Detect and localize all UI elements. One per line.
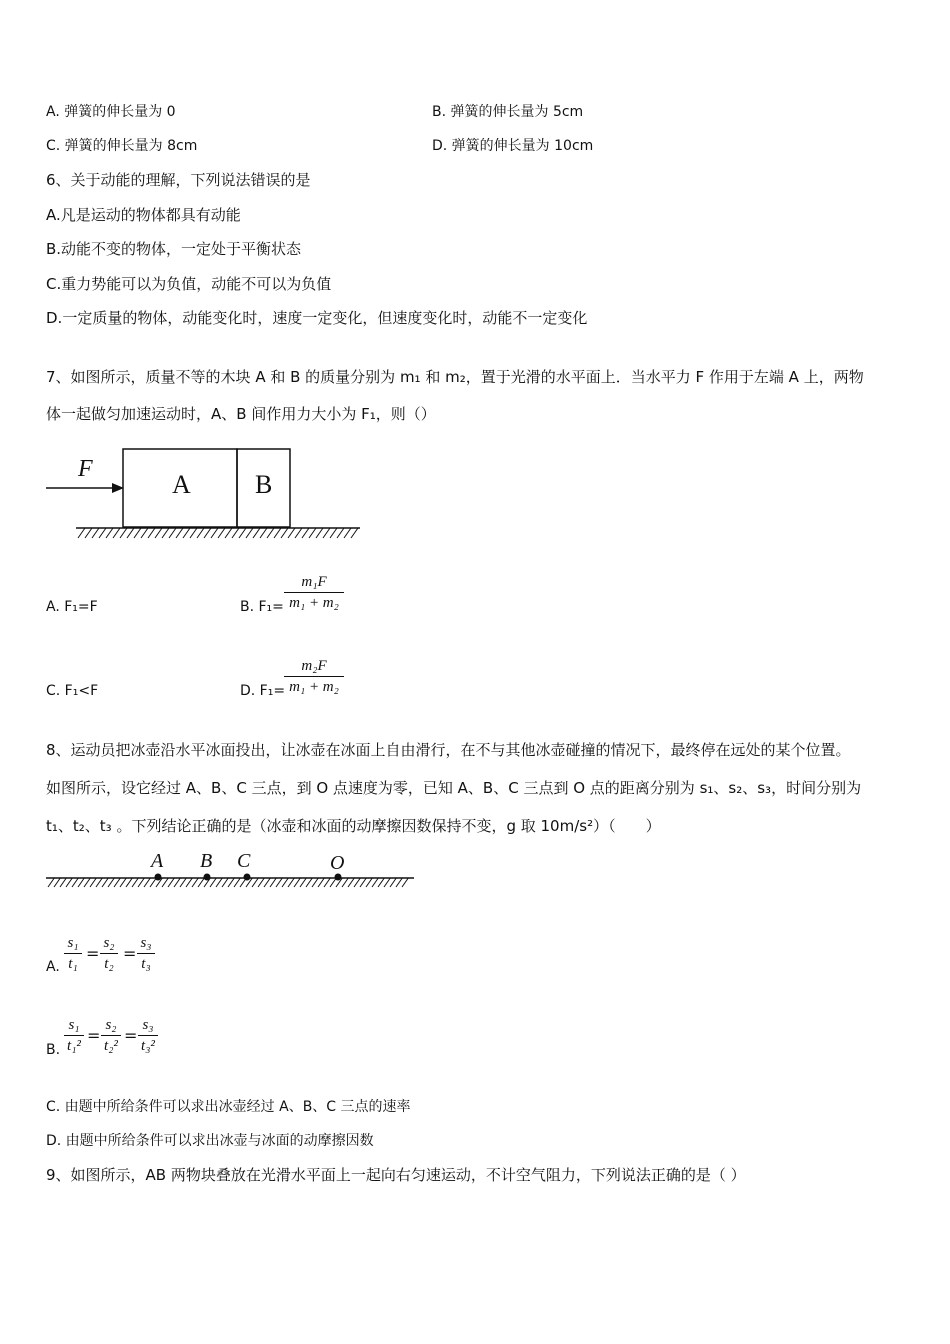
fraction-denominator: m₁ + m₂ (289, 679, 339, 695)
q7-figure (0, 440, 950, 550)
denominator: t₃² (141, 1038, 155, 1054)
q8-figure (0, 850, 950, 900)
q8-a-frac-3 (137, 934, 155, 973)
numerator: s₂ (103, 935, 115, 951)
q6-option-b: B.动能不变的物体，一定处于平衡状态 (46, 240, 302, 258)
fraction-numerator: m₂F (301, 658, 327, 674)
denominator: t₁² (67, 1038, 81, 1054)
force-arrow-head (112, 483, 124, 493)
numerator: s₃ (142, 1017, 154, 1033)
q7-option-b-prefix: B. F₁= (240, 599, 284, 615)
ice-surface-hatch (48, 878, 408, 887)
point-c-dot (244, 874, 251, 881)
q7-option-b-fraction (284, 573, 344, 612)
denominator: t₃ (141, 956, 151, 972)
q7-option-d-prefix: D. F₁= (240, 683, 286, 699)
q5-option-a: A. 弹簧的伸长量为 0 (46, 104, 176, 120)
fraction-denominator: m₁ + m₂ (289, 595, 339, 611)
equals-sign: = (123, 944, 137, 963)
q6-option-a: A.凡是运动的物体都具有动能 (46, 206, 241, 224)
point-a-label: A (151, 850, 164, 872)
q7-stem-line2: 体一起做匀加速运动时，A、B 间作用力大小为 F₁，则（） (46, 405, 436, 423)
numerator: s₁ (67, 935, 79, 951)
q8-option-d: D. 由题中所给条件可以求出冰壶与冰面的动摩擦因数 (46, 1133, 374, 1149)
force-label: F (78, 456, 93, 482)
q5-option-b: B. 弹簧的伸长量为 5cm (432, 104, 584, 120)
q8-option-b-prefix: B. (46, 1042, 61, 1058)
point-c-label: C (237, 850, 251, 872)
q8-option-c: C. 由题中所给条件可以求出冰壶经过 A、B、C 三点的速率 (46, 1099, 411, 1115)
q7-stem-line1: 7、如图所示，质量不等的木块 A 和 B 的质量分别为 m₁ 和 m₂，置于光滑的水平面上．当水平力 F 作用于左端 A 上，两物 (46, 368, 864, 386)
q8-a-frac-1 (64, 934, 82, 973)
denominator: t₁ (68, 956, 78, 972)
equals-sign: = (124, 1026, 138, 1045)
q8-b-frac-3 (138, 1016, 158, 1055)
point-o-label: O (330, 852, 345, 874)
numerator: s₂ (105, 1017, 117, 1033)
q8-a-frac-2 (100, 934, 118, 973)
block-a-label: A (172, 470, 191, 499)
q8-stem-line1: 8、运动员把冰壶沿水平冰面投出，让冰壶在冰面上自由滑行，在不与其他冰壶碰撞的情况下，最终停在远处的某个位置。 (46, 741, 851, 759)
numerator: s₃ (140, 935, 152, 951)
numerator: s₁ (68, 1017, 80, 1033)
point-a-dot (155, 874, 162, 881)
equals-sign: = (87, 1026, 101, 1045)
q8-b-frac-1 (64, 1016, 84, 1055)
q6-option-c: C.重力势能可以为负值，动能不可以为负值 (46, 275, 332, 293)
denominator: t₂ (104, 956, 114, 972)
point-b-dot (204, 874, 211, 881)
denominator: t₂² (104, 1038, 118, 1054)
q6-stem: 6、关于动能的理解，下列说法错误的是 (46, 171, 311, 189)
block-b-label: B (255, 470, 273, 499)
q5-option-c: C. 弹簧的伸长量为 8cm (46, 138, 198, 154)
q8-option-a-prefix: A. (46, 959, 60, 975)
q7-option-a: A. F₁=F (46, 599, 98, 615)
q7-option-c: C. F₁<F (46, 683, 99, 699)
q7-option-d-fraction (284, 657, 344, 696)
q8-b-frac-2 (101, 1016, 121, 1055)
q6-option-d: D.一定质量的物体，动能变化时，速度一定变化，但速度变化时，动能不一定变化 (46, 309, 588, 327)
fraction-numerator: m₁F (301, 574, 327, 590)
q5-option-d: D. 弹簧的伸长量为 10cm (432, 138, 594, 154)
q8-stem-line3: t₁、t₂、t₃ 。下列结论正确的是（冰壶和冰面的动摩擦因数保持不变，g 取 10m/s²）（ ） (46, 817, 661, 835)
q8-stem-line2: 如图所示，设它经过 A、B、C 三点，到 O 点速度为零，已知 A、B、C 三点到 O 点的距离分别为 s₁、s₂、s₃，时间分别为 (46, 779, 862, 797)
q9-stem: 9、如图所示，AB 两物块叠放在光滑水平面上一起向右匀速运动，不计空气阻力，下列说法正确的是（ ） (46, 1166, 746, 1184)
ground-hatch (78, 528, 358, 538)
point-b-label: B (200, 850, 213, 872)
equals-sign: = (86, 944, 100, 963)
